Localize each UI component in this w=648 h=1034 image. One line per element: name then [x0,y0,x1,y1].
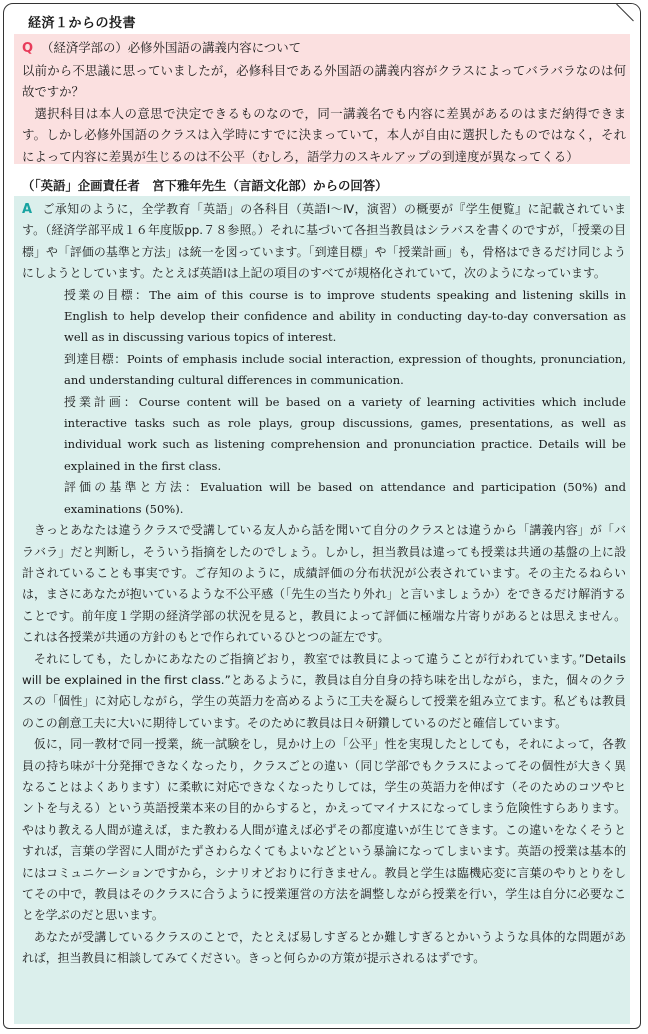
objective-label: 授業計画： [64,394,139,409]
objective-label: 評価の基準と方法： [64,480,201,495]
question-paragraph-1: 以前から不思議に思っていましたが，必修科目である外国語の講義内容がクラスによってバラバラなのは何故ですか？ [22,62,626,99]
answer-body [22,199,626,970]
question-subject-text: （経済学部の）必修外国語の講義内容について [41,40,302,55]
answer-paragraph-3: それにしても，たしかにあなたのご指摘どおり，教室では教員によって違うことが行われています。”Details will be explained in the first class.”とあるように，教員は自分自身の持ち味を出しながら，また，個々のクラスの「個性」に対応しながら，学生の英語力を高めるように工夫を凝らして授業を組み立てます。私どもは教員のこの創意工夫に大いに期待しています。そのために教員は日々研鑽しているのだと確信しています。 [22,651,626,730]
page-frame [3,3,641,1029]
objective-text: Evaluation will be based on attendance and participation (50%) and examinations (50%). [64,480,626,516]
answer-paragraph-2: きっとあなたは違うクラスで受講している友人から話を聞いて自分のクラスとは違うから「講義内容」が「バラバラ」だと判断し，そういう指摘をしたのでしょう。しかし，担当教員は違っても授業は共通の基盤の上に設計されていることも事実です。ご存知のように，成績評価の分布状況が公表されています。その主たるねらいは，まさにあなたが抱いているような不公平感（「先生の当たり外れ」と言いましょうか）をできるだけ解消することです。前年度１学期の経済学部の状況を見ると，教員によって評価に極端な片寄りがあるとは思えません。これは各授業が共通の方針のもとで作られているひとつの証左です。 [22,523,626,645]
question-paragraph-2: 選択科目は本人の意思で決定できるものなので，同一講義名でも内容に差異があるのはまだ納得できます。しかし必修外国語のクラスは入学時にすでに決まっていて，本人が自由に選択したものではなく，それによって内容に差異が生じるのは不公平（むしろ，語学力のスキルアップの到達度が異なってくる） [22,105,626,164]
objective-label: 到達目標： [64,351,127,366]
answer-paragraph-4: 仮に，同一教材で同一授業，統一試験をし，見かけ上の「公平」性を実現したとしても，それによって，各教員の持ち味が十分発揮できなくなったり，クラスごとの違い（同じ学部でもクラスによってその個性が大きく異なることはよくあります）に柔軟に対応できなくなったりしては，学生の英語力を伸ばす（そのためのコツやヒントを与える）という英語授業本来の目的からすると，かえってマイナスになってしまう危険性すらあります。やはり教える人間が違えば，また教わる人間が違えば必ずその都度違いが生じてきます。この違いをなくそうとすれば，言葉の学習に人間がたずさわらなくてもよいなどという暴論になってしまいます。英語の授業は基本的にはコミュニケーションですから，シナリオどおりに行きません。教員と学生は臨機応変に言葉のやりとりをしてその中で，教員はそのクラスに合うように授業運営の方法を調整しながら授業を行い，学生は自分に必要なことを学ぶのだと思います。 [22,737,626,923]
answer-mark: A [22,202,33,217]
course-objectives [22,285,626,520]
question-mark: Q [22,41,34,56]
objective-item [64,392,626,478]
question-box [14,34,630,164]
answer-paragraph-1 [22,199,626,285]
page-title: 経済１からの投書 [28,16,137,31]
answer-paragraph-5: あなたが受講しているクラスのことで，たとえば易しすぎるとか難しすぎるとかいうような具体的な問題があれば，担当教員に相談してみてください。きっと何らかの方策が提示されるはずです。 [22,929,626,966]
objective-label: 授業の目標： [64,287,150,302]
objective-text: The aim of this course is to improve students speaking and listening skills in English to help develop their confidence and ability in conducting day-to-day conversation as well as in discussing various topics of interest. [64,287,626,345]
objective-item [64,477,626,520]
question-body [22,37,626,167]
folded-corner [624,3,641,20]
objective-item [64,285,626,349]
answer-heading: （「英語」企画責任者 宮下雅年先生（言語文化部）からの回答） [22,178,388,193]
answer-paragraph-1-text: ご承知のように，全学教育「英語」の各科目（英語Ⅰ～Ⅳ，演習）の概要が『学生便覧』に記載されています。（経済学部平成１６年度版pp.７８参照。）それに基づいて各担当教員はシラバスを書くのですが，「授業の目標」や「評価の基準と方法」は統一を図っています。「到達目標」や「授業計画」も，骨格はできるだけ同じようにしようとしています。たとえば英語Ⅰは上記の項目のすべてが規格化されていて，次のようになっています。 [22,202,626,281]
answer-box [14,196,630,1024]
objective-text: Points of emphasis include social interaction, expression of thoughts, pronunciation, and understanding cultural differences in communication. [64,351,626,388]
objective-item [64,349,626,392]
objective-text: Course content will be based on a variety of learning activities which include interactive tasks such as role plays, group discussions, games, presentations, as well as individual work such as listening comprehension and pronunciation practice. Details will be explained in the first class. [64,394,626,473]
question-subject [22,37,626,60]
